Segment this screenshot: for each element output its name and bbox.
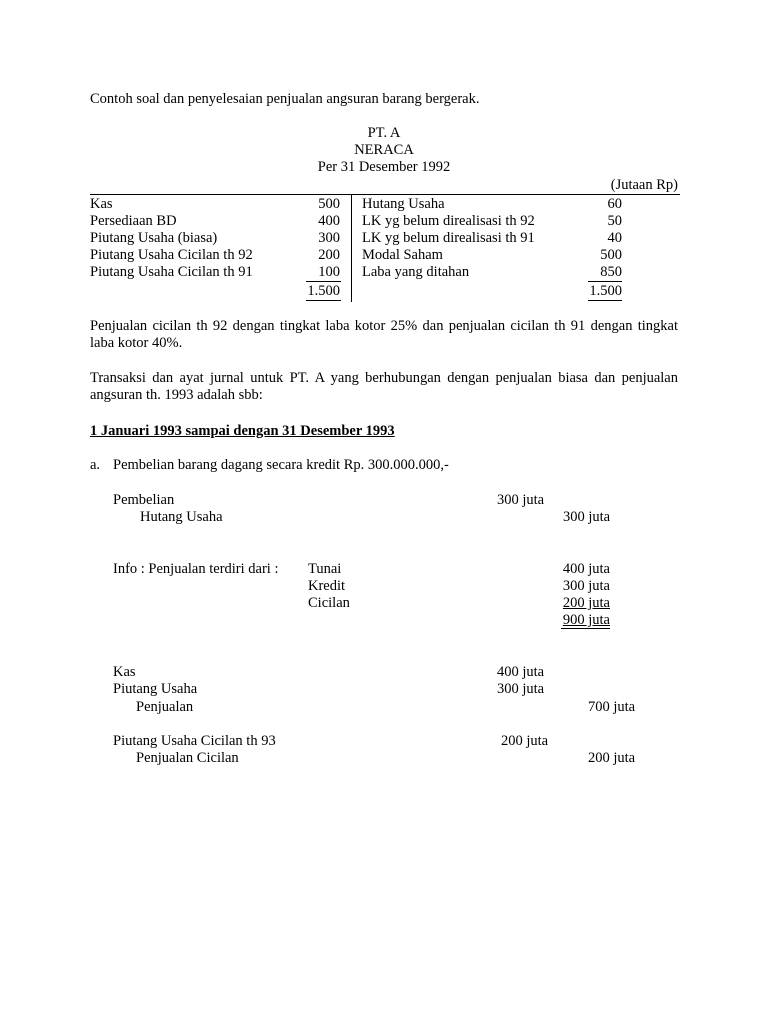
paragraph-1: Penjualan cicilan th 92 dengan tingkat laba kotor 25% dan penjualan cicilan th 91 dengan tingkat laba kotor 40%. [90, 318, 678, 351]
journal-debit-value: 400 juta [497, 664, 545, 680]
asset-value: 200 [318, 247, 340, 263]
journal-debit-label: Kas [113, 664, 136, 680]
info-total-rule [561, 628, 610, 629]
report-title: NERACA [354, 142, 414, 158]
table-top-rule [90, 194, 680, 195]
journal-debit-label: Pembelian [113, 492, 175, 508]
liability-label: LK yg belum direalisasi th 91 [362, 230, 535, 246]
liabilities-total-rule [588, 300, 622, 301]
asset-label: Piutang Usaha Cicilan th 92 [90, 247, 253, 263]
journal-credit-value: 200 juta [588, 750, 636, 766]
journal-credit-label: Penjualan Cicilan [136, 750, 239, 766]
journal-debit-value: 300 juta [497, 681, 545, 697]
item-a-text: Pembelian barang dagang secara kredit Rp. 300.000.000,- [113, 457, 449, 473]
intro-text: Contoh soal dan penyelesaian penjualan angsuran barang bergerak. [90, 91, 480, 107]
company-name: PT. A [367, 125, 401, 141]
info-row-value: 400 juta [562, 561, 610, 577]
info-row-value: 200 juta [562, 595, 610, 611]
liability-value: 500 [600, 247, 622, 263]
liability-label: Laba yang ditahan [362, 264, 470, 280]
liability-label: LK yg belum direalisasi th 92 [362, 213, 535, 229]
journal-debit-label: Piutang Usaha [113, 681, 198, 697]
journal-credit-value: 300 juta [563, 509, 611, 525]
asset-value: 400 [318, 213, 340, 229]
asset-label: Piutang Usaha (biasa) [90, 230, 218, 246]
asset-label: Piutang Usaha Cicilan th 91 [90, 264, 253, 280]
asset-label: Kas [90, 196, 113, 212]
unit-label: (Jutaan Rp) [610, 177, 678, 193]
liability-label: Modal Saham [362, 247, 443, 263]
liability-value: 40 [607, 230, 622, 246]
paragraph-2: Transaksi dan ayat jurnal untuk PT. A yang berhubungan dengan penjualan biasa dan penjualan angsuran th. 1993 adalah sbb: [90, 370, 678, 403]
info-total: 900 juta [562, 612, 610, 628]
report-date: Per 31 Desember 1992 [317, 159, 451, 175]
journal-debit-value: 200 juta [501, 733, 549, 749]
liability-value: 60 [607, 196, 622, 212]
info-row-label: Cicilan [308, 595, 350, 611]
journal-debit-label: Piutang Usaha Cicilan th 93 [113, 733, 276, 749]
assets-total-rule [306, 300, 341, 301]
section-title: 1 Januari 1993 sampai dengan 31 Desember 1993 [90, 423, 395, 439]
info-label: Info : Penjualan terdiri dari : [113, 561, 279, 577]
asset-value: 300 [318, 230, 340, 246]
liability-value: 850 [600, 264, 622, 280]
liability-label: Hutang Usaha [362, 196, 445, 212]
liability-value: 50 [607, 213, 622, 229]
journal-debit-value: 300 juta [497, 492, 545, 508]
liabilities-total: 1.500 [589, 283, 622, 299]
assets-total: 1.500 [307, 283, 340, 299]
asset-value: 500 [318, 196, 340, 212]
table-divider [351, 194, 352, 302]
info-row-value: 300 juta [562, 578, 610, 594]
liability-sum-rule [588, 281, 622, 282]
asset-value: 100 [318, 264, 340, 280]
journal-credit-label: Penjualan [136, 699, 194, 715]
info-row-label: Kredit [308, 578, 346, 594]
info-row-label: Tunai [308, 561, 342, 577]
journal-credit-value: 700 juta [588, 699, 636, 715]
list-marker: a. [90, 457, 101, 473]
journal-credit-label: Hutang Usaha [140, 509, 223, 525]
asset-sum-rule [306, 281, 341, 282]
asset-label: Persediaan BD [90, 213, 177, 229]
